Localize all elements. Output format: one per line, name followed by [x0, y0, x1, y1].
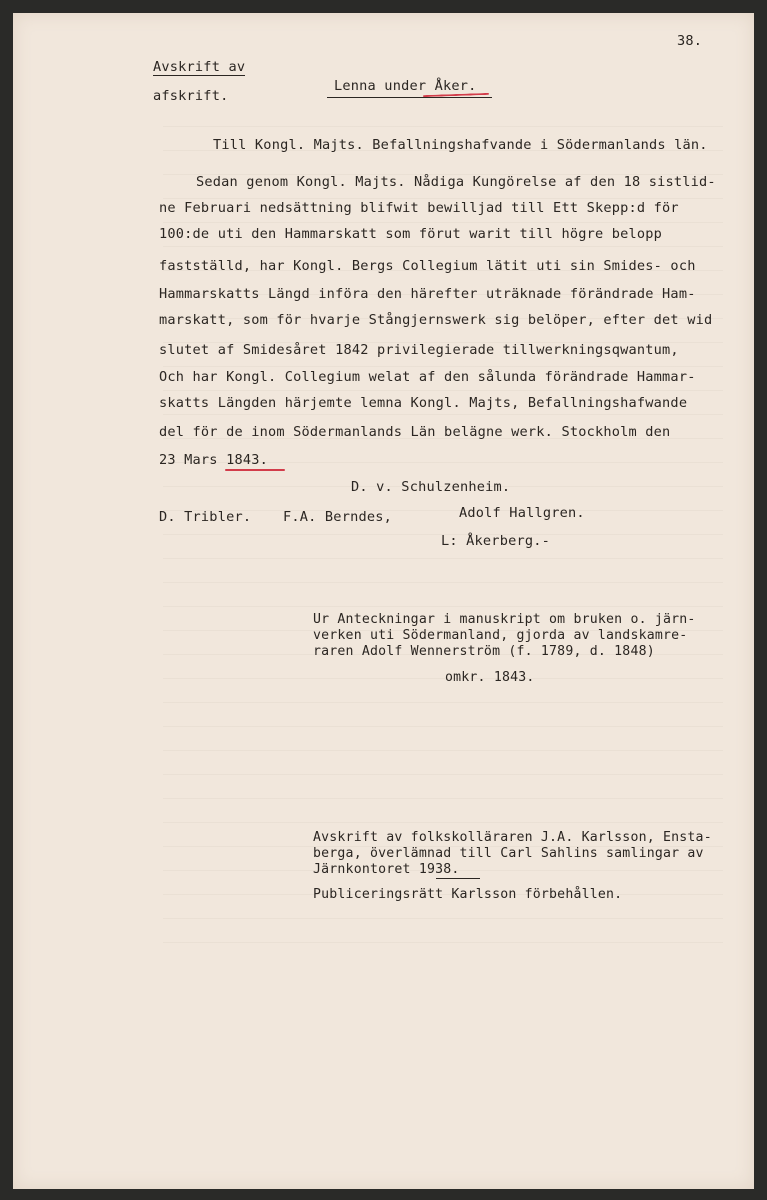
- body-line: Hammarskatts Längd införa den härefter uträknade förändrade Ham-: [159, 286, 696, 302]
- signature: D. v. Schulzenheim.: [351, 479, 511, 495]
- signature: F.A. Berndes,: [283, 509, 392, 525]
- header-copy-label-line2: afskrift.: [153, 88, 229, 104]
- body-line: Sedan genom Kongl. Majts. Nådiga Kungörelse af den 18 sistlid-: [196, 174, 716, 190]
- signature: L: Åkerberg.-: [441, 533, 550, 549]
- source-note-line: Ur Anteckningar i manuskript om bruken o. järn-: [313, 612, 696, 627]
- source-note-line: verken uti Södermanland, gjorda av landskamre-: [313, 628, 688, 643]
- header-copy-label-line1: Avskrift av: [153, 59, 246, 75]
- document-page: [13, 13, 754, 1189]
- copy-note-rule: [436, 878, 480, 879]
- title-underline: [327, 97, 492, 98]
- rights-note: Publiceringsrätt Karlsson förbehållen.: [313, 887, 623, 902]
- signature: Adolf Hallgren.: [459, 505, 585, 521]
- copy-note-line: Avskrift av folkskolläraren J.A. Karlsson, Ensta-: [313, 830, 712, 845]
- body-line: skatts Längden härjemte lemna Kongl. Majts, Befallningshafwande: [159, 395, 688, 411]
- date-red-underline: [225, 469, 285, 471]
- body-line: ne Februari nedsättning blifwit bewilljad till Ett Skepp:d för: [159, 200, 679, 216]
- body-line: Och har Kongl. Collegium welat af den sålunda förändrade Hammar-: [159, 369, 696, 385]
- page-number: 38.: [677, 33, 703, 49]
- body-line-date: 23 Mars 1843.: [159, 452, 268, 468]
- copy-note-line: Järnkontoret 1938.: [313, 862, 460, 877]
- address-line: Till Kongl. Majts. Befallningshafvande i Södermanlands län.: [213, 137, 708, 153]
- copy-note-line: berga, överlämnad till Carl Sahlins samlingar av: [313, 846, 704, 861]
- body-line: slutet af Smidesåret 1842 privilegierade tillwerkningsqwantum,: [159, 342, 679, 358]
- header-copy-label-underline: [153, 75, 245, 76]
- signature: D. Tribler.: [159, 509, 252, 525]
- body-line: marskatt, som för hvarje Stångjernswerk sig belöper, efter det wid: [159, 312, 713, 328]
- body-line: del för de inom Södermanlands Län belägne werk. Stockholm den: [159, 424, 671, 440]
- body-line: 100:de uti den Hammarskatt som förut warit till högre belopp: [159, 226, 663, 242]
- source-date: omkr. 1843.: [445, 670, 535, 685]
- source-note-line: raren Adolf Wennerström (f. 1789, d. 1848): [313, 644, 655, 659]
- body-line: fastställd, har Kongl. Bergs Collegium lätit uti sin Smides- och: [159, 258, 696, 274]
- document-title: Lenna under Åker.: [334, 78, 477, 94]
